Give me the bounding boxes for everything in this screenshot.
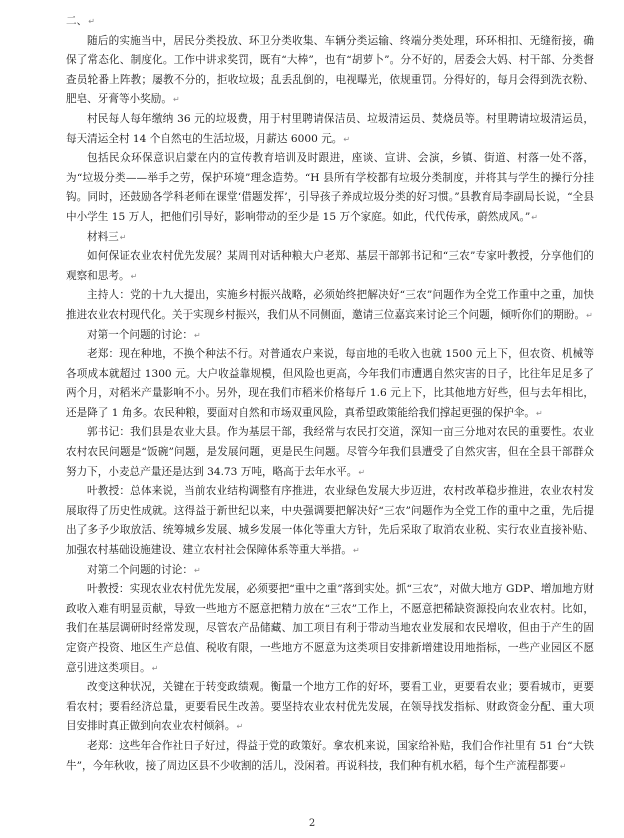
paragraph-mark-icon: ↵ (193, 330, 201, 340)
paragraph-text: 如何保证农业农村优先发展？某周刊对话种粮大户老郑、基层干部郭书记和“三农”专家叶教授，分享他们的观察和思考。 (66, 250, 594, 282)
paragraph (66, 110, 594, 149)
paragraph-mark-icon: ↵ (586, 310, 593, 320)
paragraph-mark-icon: ↵ (193, 565, 201, 575)
paragraph-text: 材料三 (87, 230, 119, 243)
paragraph-mark-icon: ↵ (88, 17, 95, 26)
paragraph-mark-icon: ↵ (119, 232, 127, 242)
paragraph (66, 423, 594, 482)
paragraph-mark-icon: ↵ (236, 722, 244, 732)
paragraph-mark-icon: ↵ (172, 95, 180, 105)
paragraph-mark-icon: ↵ (130, 271, 138, 281)
paragraph-text: 随后的实施当中，居民分类投放、环卫分类收集、车辆分类运输、终端分类处理，环环相扣、无缝衔接，确保了常态化、制度化。工作中讲求奖罚，既有“大棒”，也有“胡萝卜”。分不好的，居委会大妈、村干部、分类督查员轮番上阵教；屡教不分的，拒收垃圾；乱丢乱倒的，电视曝光，依规重罚。分得好的，每月会得到洗衣粉、肥皂、牙膏等小奖励。 (66, 34, 594, 106)
paragraph-mark-icon: ↵ (343, 134, 351, 144)
paragraph-mark-icon: ↵ (151, 663, 159, 673)
paragraph (66, 326, 594, 346)
paragraph-text: 主持人：党的十九大提出，实施乡村振兴战略，必须始终把解决好“三农”问题作为全党工作重中之重，加快推进农业农村现代化。关于实现乡村振兴，我们从不同侧面，邀请三位嘉宾来讨论三个问题，倾听你们的期盼。 (66, 289, 594, 321)
paragraph (66, 737, 594, 776)
paragraph (66, 32, 594, 110)
document-body (66, 12, 594, 776)
paragraph-text: 对第二个问题的讨论： (87, 563, 193, 576)
page-number: 2 (308, 818, 316, 829)
paragraph-text: 郭书记：我们县是农业大县。作为基层干部，我经常与农民打交道，深知一亩三分地对农民的重要性。农业农村农民问题是“饭碗”问题，是发展问题，更是民生问题。尽管今年我们县遭受了自然灾害，但在全县干部群众努力下，小麦总产量还是达到 34.73 万吨，略高于去年水平。 (66, 426, 594, 478)
paragraph-text: 村民每人每年缴纳 36 元的垃圾费，用于村里聘请保洁员、垃圾清运员、焚烧员等。村里聘请垃圾清运员，每天清运全村 14 个自然屯的生活垃圾，月薪达 6000 元。 (66, 112, 594, 145)
paragraph (66, 678, 594, 737)
paragraph-text: 包括民众环保意识启蒙在内的宣传教育培训及时跟进，座谈、宣讲、会演，乡镇、街道、村落一处不落，为“垃圾分类——举手之劳，保护环境”理念造势。“H 县所有学校都有垃圾分类制度，并将其与学生的操行分挂钩。同时，还鼓励各学科老师在课堂‘借题发挥’，引导孩子养成垃圾分类的好习惯。”县教育局李副局长说，“全县中小学生 15 万人，把他们引导好，影响带动的至少是 15 万个家庭。如此，代代传承，蔚然成风。” (66, 152, 594, 223)
paragraph (66, 286, 594, 325)
paragraph-mark-icon: ↵ (536, 408, 543, 418)
paragraph (66, 149, 594, 227)
paragraph-text: 叶教授：实现农业农村优先发展，必须要把“重中之重”落到实处。抓“三农”，对做大地方 GDP、增加地方财政收入难有明显贡献，导致一些地方不愿意把精力放在“三农”工作上，不愿意把稀缺资源投向农业农村。比如，我们在基层调研时经常发现，尽管农产品储藏、加工项目有利于带动当地农业发展和农民增收，但由于产生的固定资产投资、地区生产总值、税收有限，一些地方不愿意为这类项目安排新增建设用地指标，一些产业园区不愿意引进这类项目。 (66, 583, 594, 674)
paragraph (66, 482, 594, 560)
paragraph-mark-icon: ↵ (358, 467, 366, 477)
paragraph (66, 228, 594, 248)
paragraph-text: 对第一个问题的讨论： (87, 328, 193, 341)
paragraph-text: 老郑：现在种地，不换个种法不行。对普通农户来说，每亩地的毛收入也就 1500 元上下，但农资、机械等各项成本就超过 1300 元。大户收益靠规模，但风险也更高，今年我们市遭遇自然灾害的日子，比往年足足多了两个月，对稻米产量影响不小。另外，现在我们市稻米价格每斤 1.6 元上下，比其他地方好些，但与去年相比，还是降了 1 角多。农民种粮，要面对自然和市场双重风险，真希望政策能给我们撑起更强的保护伞。 (66, 348, 594, 419)
paragraph (66, 12, 594, 32)
paragraph (66, 561, 594, 581)
paragraph-text: 叶教授：总体来说，当前农业结构调整有序推进，农业绿色发展大步迈进，农村改革稳步推进，农业农村发展取得了历史性成就。这得益于新世纪以来，中央强调要把解决好“三农”问题作为全党工作的重中之重，先后提出了多予少取放活、统筹城乡发展、城乡发展一体化等重大方针，先后采取了取消农业税、实行农业直接补贴、加强农村基础设施建设、建立农村社会保障体系等重大举措。 (66, 485, 594, 557)
paragraph-text: 二、 (66, 15, 88, 27)
paragraph-mark-icon: ↵ (353, 546, 360, 556)
paragraph-mark-icon: ↵ (559, 761, 567, 771)
paragraph (66, 345, 594, 423)
paragraph-text: 老郑：这些年合作社日子好过，得益于党的政策好。拿农机来说，国家给补贴，我们合作社里有 51 台“大铁牛”，今年秋收，接了周边区县不少收割的活儿，没闲着。再说科技，我们种有机水稻，每个生产流程都要 (66, 739, 594, 772)
paragraph-mark-icon: ↵ (531, 212, 538, 222)
paragraph (66, 247, 594, 286)
paragraph (66, 580, 594, 678)
paragraph-text: 改变这种状况，关键在于转变政绩观。衡量一个地方工作的好坏，要看工业，更要看农业；要看城市，更要看农村；要看经济总量，更要看民生改善。要坚持农业农村优先发展，在领导找发指标、财政资金分配、重大项目安排时真正做到向农业农村倾斜。 (66, 681, 594, 733)
